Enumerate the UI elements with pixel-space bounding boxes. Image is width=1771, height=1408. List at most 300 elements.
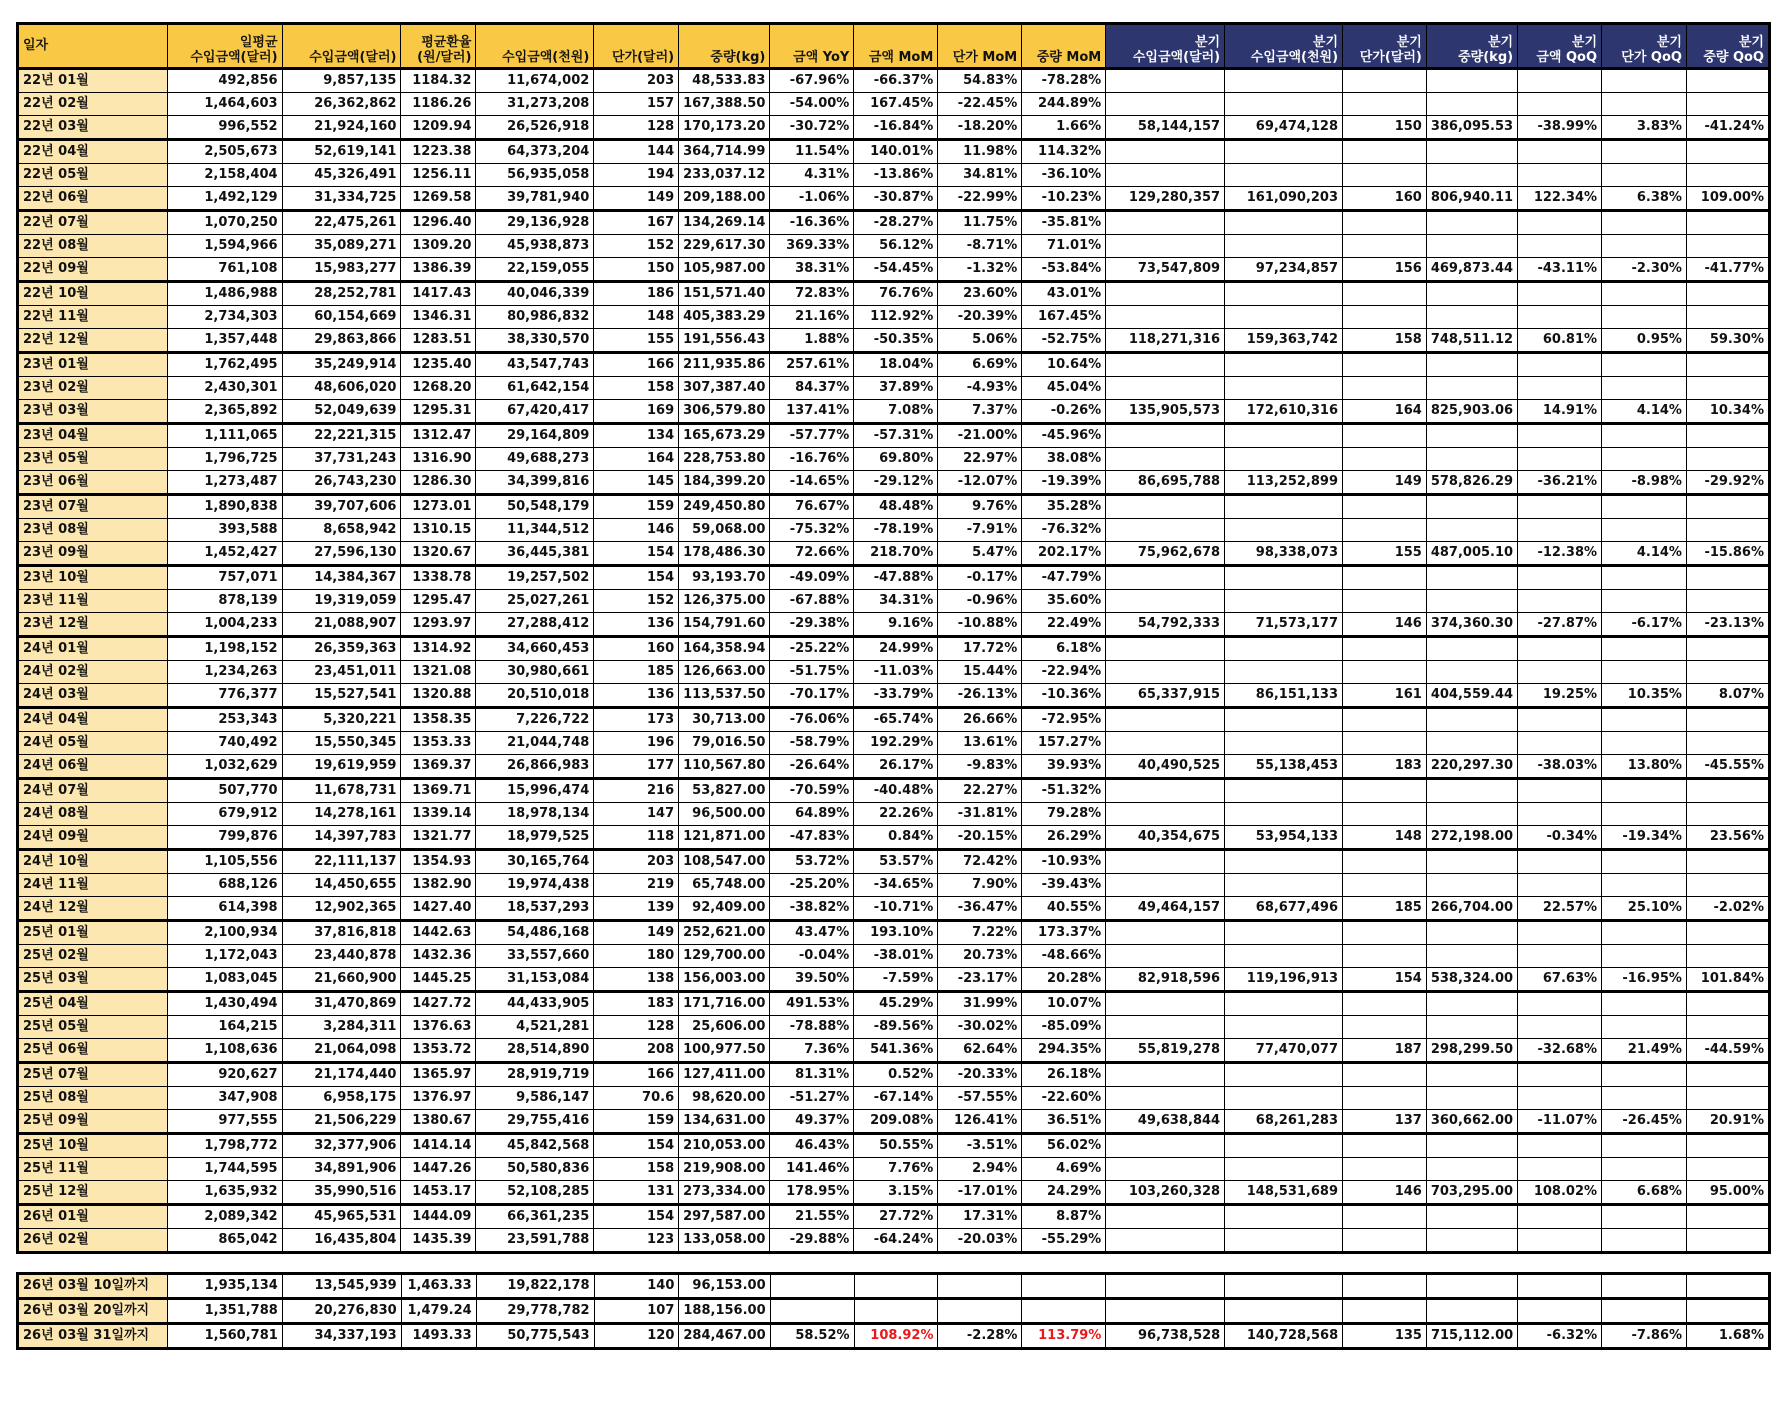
data-cell[interactable]: 32,377,906	[282, 1134, 401, 1158]
data-cell[interactable]: 740,492	[167, 732, 282, 755]
data-cell[interactable]: 18.04%	[854, 353, 938, 377]
data-cell[interactable]: 298,299.50	[1426, 1039, 1517, 1063]
data-cell[interactable]: 149	[1343, 471, 1427, 495]
data-cell[interactable]: 614,398	[167, 897, 282, 921]
data-cell[interactable]	[1518, 661, 1602, 684]
data-cell[interactable]: 26,866,983	[476, 755, 594, 779]
data-cell[interactable]: -6.17%	[1602, 613, 1687, 637]
data-cell[interactable]: -27.87%	[1518, 613, 1602, 637]
data-cell[interactable]: -25.22%	[770, 637, 854, 661]
data-cell[interactable]: 77,470,077	[1225, 1039, 1343, 1063]
data-cell[interactable]: -15.86%	[1686, 542, 1769, 566]
data-cell[interactable]	[1518, 211, 1602, 235]
data-cell[interactable]: 26.18%	[1022, 1063, 1106, 1087]
data-cell[interactable]	[1518, 708, 1602, 732]
data-cell[interactable]: 80,986,832	[476, 306, 594, 329]
date-cell[interactable]: 23년 08월	[18, 519, 168, 542]
data-cell[interactable]: 347,908	[167, 1087, 282, 1110]
data-cell[interactable]: 2,100,934	[167, 921, 282, 945]
data-cell[interactable]: 541.36%	[854, 1039, 938, 1063]
data-cell[interactable]: 53.57%	[854, 850, 938, 874]
data-cell[interactable]: 31,334,725	[282, 187, 401, 211]
data-cell[interactable]: -30.87%	[854, 187, 938, 211]
data-cell[interactable]	[1602, 1134, 1687, 1158]
data-cell[interactable]: 220,297.30	[1426, 755, 1517, 779]
date-cell[interactable]: 22년 04월	[18, 140, 168, 164]
data-cell[interactable]	[1518, 1274, 1602, 1299]
data-cell[interactable]: 23.56%	[1686, 826, 1769, 850]
data-cell[interactable]: -29.38%	[770, 613, 854, 637]
date-cell[interactable]: 23년 02월	[18, 377, 168, 400]
data-cell[interactable]: 28,252,781	[282, 282, 401, 306]
data-cell[interactable]	[1518, 921, 1602, 945]
data-cell[interactable]: 84.37%	[770, 377, 854, 400]
data-cell[interactable]: 49,688,273	[476, 448, 594, 471]
data-cell[interactable]	[1686, 992, 1769, 1016]
data-cell[interactable]: 21,174,440	[282, 1063, 401, 1087]
data-cell[interactable]: 9.76%	[938, 495, 1022, 519]
data-cell[interactable]: 1414.14	[401, 1134, 476, 1158]
data-cell[interactable]: 487,005.10	[1426, 542, 1517, 566]
data-cell[interactable]	[1343, 519, 1427, 542]
data-cell[interactable]	[1426, 637, 1517, 661]
data-cell[interactable]	[1518, 874, 1602, 897]
data-cell[interactable]: 108.92%	[854, 1324, 938, 1349]
data-cell[interactable]: 45.29%	[854, 992, 938, 1016]
data-cell[interactable]: 167.45%	[1022, 306, 1106, 329]
data-cell[interactable]: 68,677,496	[1225, 897, 1343, 921]
data-cell[interactable]	[1602, 69, 1687, 93]
data-cell[interactable]: -22.45%	[938, 93, 1022, 116]
data-cell[interactable]	[1518, 93, 1602, 116]
data-cell[interactable]: 164,358.94	[679, 637, 770, 661]
data-cell[interactable]	[1518, 424, 1602, 448]
data-cell[interactable]	[1426, 708, 1517, 732]
data-cell[interactable]: 1296.40	[401, 211, 476, 235]
data-cell[interactable]: 98,338,073	[1225, 542, 1343, 566]
data-cell[interactable]: -9.83%	[938, 755, 1022, 779]
data-cell[interactable]: 22,221,315	[282, 424, 401, 448]
data-cell[interactable]: 71,573,177	[1225, 613, 1343, 637]
data-cell[interactable]	[1426, 1274, 1517, 1299]
data-cell[interactable]	[1602, 566, 1687, 590]
data-cell[interactable]	[1686, 661, 1769, 684]
data-cell[interactable]: 1,032,629	[167, 755, 282, 779]
data-cell[interactable]: 34,891,906	[282, 1158, 401, 1181]
data-cell[interactable]	[1225, 732, 1343, 755]
data-cell[interactable]: 53.72%	[770, 850, 854, 874]
data-cell[interactable]: 27,288,412	[476, 613, 594, 637]
data-cell[interactable]	[1343, 424, 1427, 448]
date-cell[interactable]: 25년 04월	[18, 992, 168, 1016]
data-cell[interactable]	[1518, 1016, 1602, 1039]
data-cell[interactable]: -41.24%	[1686, 116, 1769, 140]
data-cell[interactable]	[1518, 519, 1602, 542]
data-cell[interactable]: 95.00%	[1686, 1181, 1769, 1205]
data-cell[interactable]	[1686, 306, 1769, 329]
data-cell[interactable]: 1,004,233	[167, 613, 282, 637]
data-cell[interactable]: 22,159,055	[476, 258, 594, 282]
data-cell[interactable]: 688,126	[167, 874, 282, 897]
data-cell[interactable]: 49,464,157	[1106, 897, 1225, 921]
data-cell[interactable]: 69.80%	[854, 448, 938, 471]
data-cell[interactable]: 1380.67	[401, 1110, 476, 1134]
data-cell[interactable]: 178,486.30	[679, 542, 770, 566]
data-cell[interactable]: -72.95%	[1022, 708, 1106, 732]
data-cell[interactable]: -67.88%	[770, 590, 854, 613]
data-cell[interactable]: 19,974,438	[476, 874, 594, 897]
data-cell[interactable]: 67,420,417	[476, 400, 594, 424]
data-cell[interactable]	[1343, 874, 1427, 897]
data-cell[interactable]: 160	[1343, 187, 1427, 211]
date-cell[interactable]: 26년 01월	[18, 1205, 168, 1229]
data-cell[interactable]: 757,071	[167, 566, 282, 590]
data-cell[interactable]: 137.41%	[770, 400, 854, 424]
data-cell[interactable]: 404,559.44	[1426, 684, 1517, 708]
data-cell[interactable]: 7.76%	[854, 1158, 938, 1181]
data-cell[interactable]: 44,433,905	[476, 992, 594, 1016]
data-cell[interactable]	[1518, 1229, 1602, 1253]
data-cell[interactable]	[1343, 732, 1427, 755]
data-cell[interactable]	[1225, 945, 1343, 968]
data-cell[interactable]: 1,430,494	[167, 992, 282, 1016]
data-cell[interactable]	[1426, 306, 1517, 329]
data-cell[interactable]: 196	[594, 732, 679, 755]
data-cell[interactable]	[1106, 519, 1225, 542]
data-cell[interactable]: 157.27%	[1022, 732, 1106, 755]
data-cell[interactable]: -7.86%	[1602, 1324, 1687, 1349]
data-cell[interactable]: 14.91%	[1518, 400, 1602, 424]
data-cell[interactable]: 22.49%	[1022, 613, 1106, 637]
data-cell[interactable]: 18,979,525	[476, 826, 594, 850]
data-cell[interactable]: 108,547.00	[679, 850, 770, 874]
data-cell[interactable]: -22.60%	[1022, 1087, 1106, 1110]
date-cell[interactable]: 25년 09월	[18, 1110, 168, 1134]
data-cell[interactable]: 31,273,208	[476, 93, 594, 116]
date-cell[interactable]: 24년 02월	[18, 661, 168, 684]
data-cell[interactable]: -67.96%	[770, 69, 854, 93]
data-cell[interactable]: -4.93%	[938, 377, 1022, 400]
date-cell[interactable]: 24년 12월	[18, 897, 168, 921]
data-cell[interactable]	[1225, 306, 1343, 329]
data-cell[interactable]	[1686, 1087, 1769, 1110]
data-cell[interactable]	[1518, 377, 1602, 400]
data-cell[interactable]: 164	[1343, 400, 1427, 424]
data-cell[interactable]: 105,987.00	[679, 258, 770, 282]
data-cell[interactable]: 273,334.00	[679, 1181, 770, 1205]
data-cell[interactable]: -54.45%	[854, 258, 938, 282]
data-cell[interactable]	[1426, 495, 1517, 519]
data-cell[interactable]: 29,778,782	[476, 1299, 594, 1324]
data-cell[interactable]: 20.73%	[938, 945, 1022, 968]
data-cell[interactable]	[1686, 1016, 1769, 1039]
data-cell[interactable]: 155	[594, 329, 679, 353]
data-cell[interactable]	[1686, 803, 1769, 826]
data-cell[interactable]: 177	[594, 755, 679, 779]
data-cell[interactable]: 284,467.00	[679, 1324, 770, 1349]
data-cell[interactable]: 31,470,869	[282, 992, 401, 1016]
data-cell[interactable]	[1686, 850, 1769, 874]
data-cell[interactable]: 17.31%	[938, 1205, 1022, 1229]
data-cell[interactable]: 8.07%	[1686, 684, 1769, 708]
data-cell[interactable]: 101.84%	[1686, 968, 1769, 992]
data-cell[interactable]	[1602, 377, 1687, 400]
data-cell[interactable]	[1602, 803, 1687, 826]
data-cell[interactable]: 34,399,816	[476, 471, 594, 495]
data-cell[interactable]: 1184.32	[401, 69, 476, 93]
data-cell[interactable]: 185	[1343, 897, 1427, 921]
data-cell[interactable]: 1309.20	[401, 235, 476, 258]
data-cell[interactable]: 216	[594, 779, 679, 803]
data-cell[interactable]: 1295.47	[401, 590, 476, 613]
data-cell[interactable]: 14,384,367	[282, 566, 401, 590]
column-header[interactable]: 분기 수입금액(천원)	[1225, 24, 1343, 69]
data-cell[interactable]: 1186.26	[401, 93, 476, 116]
data-cell[interactable]: 22.57%	[1518, 897, 1602, 921]
data-cell[interactable]: 1,479.24	[401, 1299, 476, 1324]
data-cell[interactable]: 167,388.50	[679, 93, 770, 116]
data-cell[interactable]: 364,714.99	[679, 140, 770, 164]
date-cell[interactable]: 24년 11월	[18, 874, 168, 897]
data-cell[interactable]	[770, 1274, 854, 1299]
data-cell[interactable]	[1225, 1274, 1343, 1299]
data-cell[interactable]: 1346.31	[401, 306, 476, 329]
data-cell[interactable]: 56,935,058	[476, 164, 594, 187]
data-cell[interactable]	[1686, 708, 1769, 732]
data-cell[interactable]	[1225, 282, 1343, 306]
data-cell[interactable]	[1426, 211, 1517, 235]
data-cell[interactable]: 1,105,556	[167, 850, 282, 874]
data-cell[interactable]: 1273.01	[401, 495, 476, 519]
data-cell[interactable]: 62.64%	[938, 1039, 1022, 1063]
data-cell[interactable]: -21.00%	[938, 424, 1022, 448]
data-cell[interactable]: 30,713.00	[679, 708, 770, 732]
data-cell[interactable]: 1,594,966	[167, 235, 282, 258]
data-cell[interactable]: 50,580,836	[476, 1158, 594, 1181]
data-cell[interactable]: 147	[594, 803, 679, 826]
data-cell[interactable]: 186	[594, 282, 679, 306]
data-cell[interactable]: 129,280,357	[1106, 187, 1225, 211]
data-cell[interactable]: 1,464,603	[167, 93, 282, 116]
data-cell[interactable]	[1518, 732, 1602, 755]
date-cell[interactable]: 25년 05월	[18, 1016, 168, 1039]
data-cell[interactable]	[1686, 377, 1769, 400]
data-cell[interactable]: 23,451,011	[282, 661, 401, 684]
data-cell[interactable]	[1343, 803, 1427, 826]
data-cell[interactable]	[1602, 1063, 1687, 1087]
data-cell[interactable]: 26,526,918	[476, 116, 594, 140]
data-cell[interactable]	[1343, 164, 1427, 187]
data-cell[interactable]: 5.47%	[938, 542, 1022, 566]
data-cell[interactable]: 1447.26	[401, 1158, 476, 1181]
data-cell[interactable]	[1602, 1016, 1687, 1039]
data-cell[interactable]: 131	[594, 1181, 679, 1205]
data-cell[interactable]: 34,660,453	[476, 637, 594, 661]
data-cell[interactable]: 228,753.80	[679, 448, 770, 471]
data-cell[interactable]: 146	[594, 519, 679, 542]
data-cell[interactable]: 219,908.00	[679, 1158, 770, 1181]
data-cell[interactable]	[1602, 732, 1687, 755]
data-cell[interactable]: -85.09%	[1022, 1016, 1106, 1039]
data-cell[interactable]	[1343, 1016, 1427, 1039]
data-cell[interactable]: 4.69%	[1022, 1158, 1106, 1181]
data-cell[interactable]	[1106, 1063, 1225, 1087]
data-cell[interactable]	[1426, 1299, 1517, 1324]
data-cell[interactable]: -0.17%	[938, 566, 1022, 590]
data-cell[interactable]: 79,016.50	[679, 732, 770, 755]
data-cell[interactable]: 865,042	[167, 1229, 282, 1253]
data-cell[interactable]: 35,249,914	[282, 353, 401, 377]
data-cell[interactable]	[1602, 779, 1687, 803]
date-cell[interactable]: 23년 11월	[18, 590, 168, 613]
data-cell[interactable]	[1225, 992, 1343, 1016]
column-header[interactable]: 금액 YoY	[770, 24, 854, 69]
data-cell[interactable]: 492,856	[167, 69, 282, 93]
data-cell[interactable]	[1225, 1158, 1343, 1181]
data-cell[interactable]	[1225, 424, 1343, 448]
data-cell[interactable]: -6.32%	[1518, 1324, 1602, 1349]
data-cell[interactable]	[1518, 1063, 1602, 1087]
date-cell[interactable]: 24년 10월	[18, 850, 168, 874]
date-cell[interactable]: 22년 06월	[18, 187, 168, 211]
data-cell[interactable]: 210,053.00	[679, 1134, 770, 1158]
data-cell[interactable]	[1343, 992, 1427, 1016]
data-cell[interactable]: 1417.43	[401, 282, 476, 306]
data-cell[interactable]	[1106, 1299, 1225, 1324]
data-cell[interactable]: 100,977.50	[679, 1039, 770, 1063]
data-cell[interactable]: -25.20%	[770, 874, 854, 897]
data-cell[interactable]	[1518, 566, 1602, 590]
data-cell[interactable]: 21,506,229	[282, 1110, 401, 1134]
data-cell[interactable]: 11,678,731	[282, 779, 401, 803]
data-cell[interactable]: 43.47%	[770, 921, 854, 945]
data-cell[interactable]	[1106, 235, 1225, 258]
data-cell[interactable]: -2.28%	[938, 1324, 1022, 1349]
date-cell[interactable]: 24년 03월	[18, 684, 168, 708]
data-cell[interactable]: 7.37%	[938, 400, 1022, 424]
data-cell[interactable]: 49,638,844	[1106, 1110, 1225, 1134]
data-cell[interactable]: 6.69%	[938, 353, 1022, 377]
data-cell[interactable]: 1209.94	[401, 116, 476, 140]
data-cell[interactable]	[1106, 1205, 1225, 1229]
data-cell[interactable]	[1225, 69, 1343, 93]
data-cell[interactable]: 43,547,743	[476, 353, 594, 377]
data-cell[interactable]: 1,560,781	[167, 1324, 282, 1349]
data-cell[interactable]: 26.17%	[854, 755, 938, 779]
data-cell[interactable]: 126,375.00	[679, 590, 770, 613]
column-header[interactable]: 단가(달러)	[594, 24, 679, 69]
data-cell[interactable]	[1225, 1205, 1343, 1229]
data-cell[interactable]: 21.16%	[770, 306, 854, 329]
data-cell[interactable]	[1686, 1158, 1769, 1181]
data-cell[interactable]: -22.94%	[1022, 661, 1106, 684]
data-cell[interactable]	[1426, 282, 1517, 306]
date-cell[interactable]: 26년 03월 31일까지	[18, 1324, 168, 1349]
data-cell[interactable]: 81.31%	[770, 1063, 854, 1087]
data-cell[interactable]	[1106, 708, 1225, 732]
data-cell[interactable]: -26.64%	[770, 755, 854, 779]
data-cell[interactable]	[1518, 1158, 1602, 1181]
data-cell[interactable]: -0.96%	[938, 590, 1022, 613]
data-cell[interactable]: 26.29%	[1022, 826, 1106, 850]
data-cell[interactable]: 127,411.00	[679, 1063, 770, 1087]
data-cell[interactable]: 0.95%	[1602, 329, 1687, 353]
data-cell[interactable]	[1343, 1299, 1427, 1324]
data-cell[interactable]: 15.44%	[938, 661, 1022, 684]
data-cell[interactable]: 1,635,932	[167, 1181, 282, 1205]
data-cell[interactable]: 19,319,059	[282, 590, 401, 613]
data-cell[interactable]: 73,547,809	[1106, 258, 1225, 282]
date-cell[interactable]: 22년 11월	[18, 306, 168, 329]
data-cell[interactable]: 11,344,512	[476, 519, 594, 542]
data-cell[interactable]	[1225, 1087, 1343, 1110]
date-cell[interactable]: 26년 03월 10일까지	[18, 1274, 168, 1299]
data-cell[interactable]: -7.59%	[854, 968, 938, 992]
data-cell[interactable]: 152	[594, 590, 679, 613]
data-cell[interactable]: 2,430,301	[167, 377, 282, 400]
data-cell[interactable]: -20.03%	[938, 1229, 1022, 1253]
data-cell[interactable]	[1225, 590, 1343, 613]
data-cell[interactable]: -44.59%	[1686, 1039, 1769, 1063]
data-cell[interactable]: 48,606,020	[282, 377, 401, 400]
data-cell[interactable]: 146	[1343, 1181, 1427, 1205]
data-cell[interactable]	[1106, 448, 1225, 471]
data-cell[interactable]: 86,151,133	[1225, 684, 1343, 708]
data-cell[interactable]: 208	[594, 1039, 679, 1063]
data-cell[interactable]	[1602, 519, 1687, 542]
data-cell[interactable]: -29.92%	[1686, 471, 1769, 495]
data-cell[interactable]: 39.93%	[1022, 755, 1106, 779]
data-cell[interactable]	[1225, 637, 1343, 661]
data-cell[interactable]: 154,791.60	[679, 613, 770, 637]
data-cell[interactable]	[1602, 235, 1687, 258]
data-cell[interactable]: 159,363,742	[1225, 329, 1343, 353]
data-cell[interactable]: 26.66%	[938, 708, 1022, 732]
data-cell[interactable]: 920,627	[167, 1063, 282, 1087]
data-cell[interactable]: 5,320,221	[282, 708, 401, 732]
data-cell[interactable]	[1343, 945, 1427, 968]
column-header[interactable]: 분기 중량(kg)	[1426, 24, 1517, 69]
data-cell[interactable]: 161	[1343, 684, 1427, 708]
data-cell[interactable]: 49.37%	[770, 1110, 854, 1134]
data-cell[interactable]: 393,588	[167, 519, 282, 542]
data-cell[interactable]: 159	[594, 495, 679, 519]
data-cell[interactable]	[1687, 1274, 1770, 1299]
data-cell[interactable]: 1386.39	[401, 258, 476, 282]
data-cell[interactable]: -89.56%	[854, 1016, 938, 1039]
data-cell[interactable]: 52,049,639	[282, 400, 401, 424]
data-cell[interactable]: 160	[594, 637, 679, 661]
data-cell[interactable]: -39.43%	[1022, 874, 1106, 897]
data-cell[interactable]: 229,617.30	[679, 235, 770, 258]
data-cell[interactable]: 173.37%	[1022, 921, 1106, 945]
data-cell[interactable]: 211,935.86	[679, 353, 770, 377]
data-cell[interactable]	[1022, 1299, 1106, 1324]
data-cell[interactable]: 164	[594, 448, 679, 471]
data-cell[interactable]	[1343, 1274, 1427, 1299]
data-cell[interactable]: 11.98%	[938, 140, 1022, 164]
data-cell[interactable]: -32.68%	[1518, 1039, 1602, 1063]
data-cell[interactable]: 1354.93	[401, 850, 476, 874]
data-cell[interactable]: 75,962,678	[1106, 542, 1225, 566]
data-cell[interactable]: 140	[594, 1274, 679, 1299]
data-cell[interactable]: 172,610,316	[1225, 400, 1343, 424]
data-cell[interactable]: 114.32%	[1022, 140, 1106, 164]
data-cell[interactable]: 19,822,178	[476, 1274, 594, 1299]
data-cell[interactable]: -38.99%	[1518, 116, 1602, 140]
data-cell[interactable]	[1426, 1063, 1517, 1087]
data-cell[interactable]: 113.79%	[1022, 1324, 1106, 1349]
